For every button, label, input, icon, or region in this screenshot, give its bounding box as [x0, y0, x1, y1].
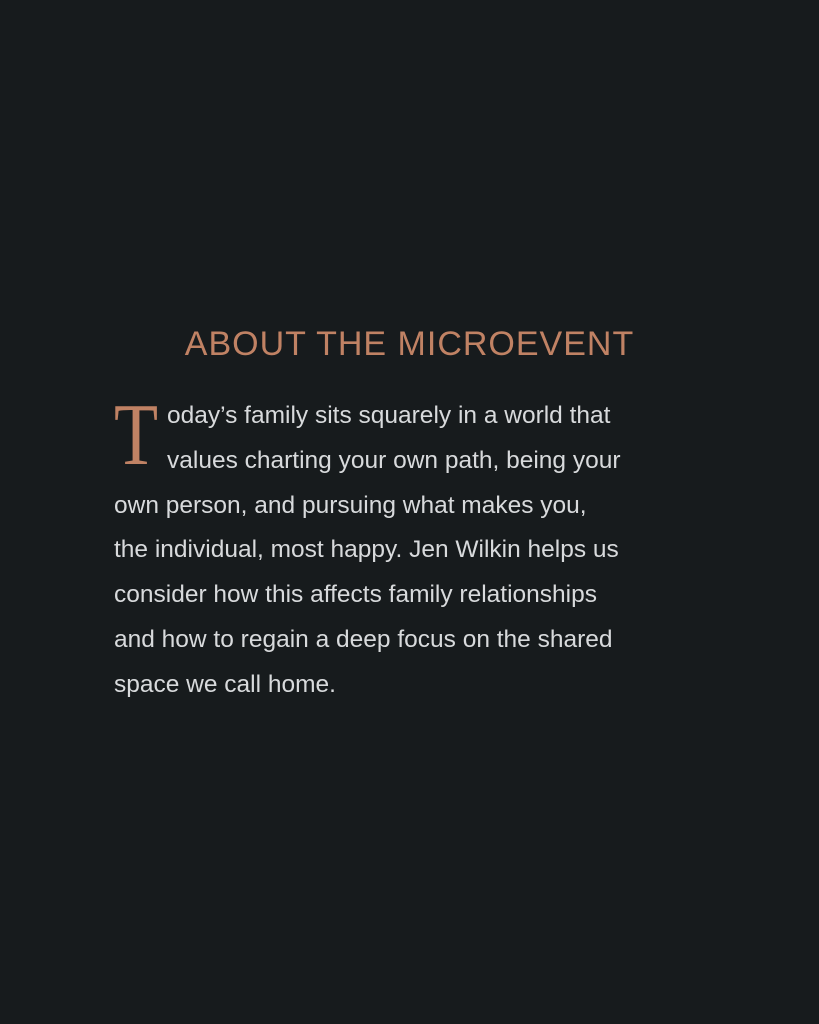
paragraph-line-3: own person, and pursuing what makes you, — [114, 491, 587, 519]
paragraph-line-6: and how to regain a deep focus on the shared — [114, 625, 613, 653]
paragraph-line-5: consider how this affects family relationships — [114, 581, 597, 609]
paragraph-line-7: space we call home. — [114, 670, 336, 698]
drop-cap-letter: T — [114, 387, 159, 484]
paragraph-line-1: oday’s family sits squarely in a world that — [167, 402, 611, 429]
description-paragraph — [114, 387, 714, 708]
paragraph-line-4: the individual, most happy. Jen Wilkin helps us — [114, 536, 619, 564]
section-heading: ABOUT THE MICROEVENT — [184, 325, 635, 363]
paragraph-line-2: values charting your own path, being your — [167, 446, 621, 474]
